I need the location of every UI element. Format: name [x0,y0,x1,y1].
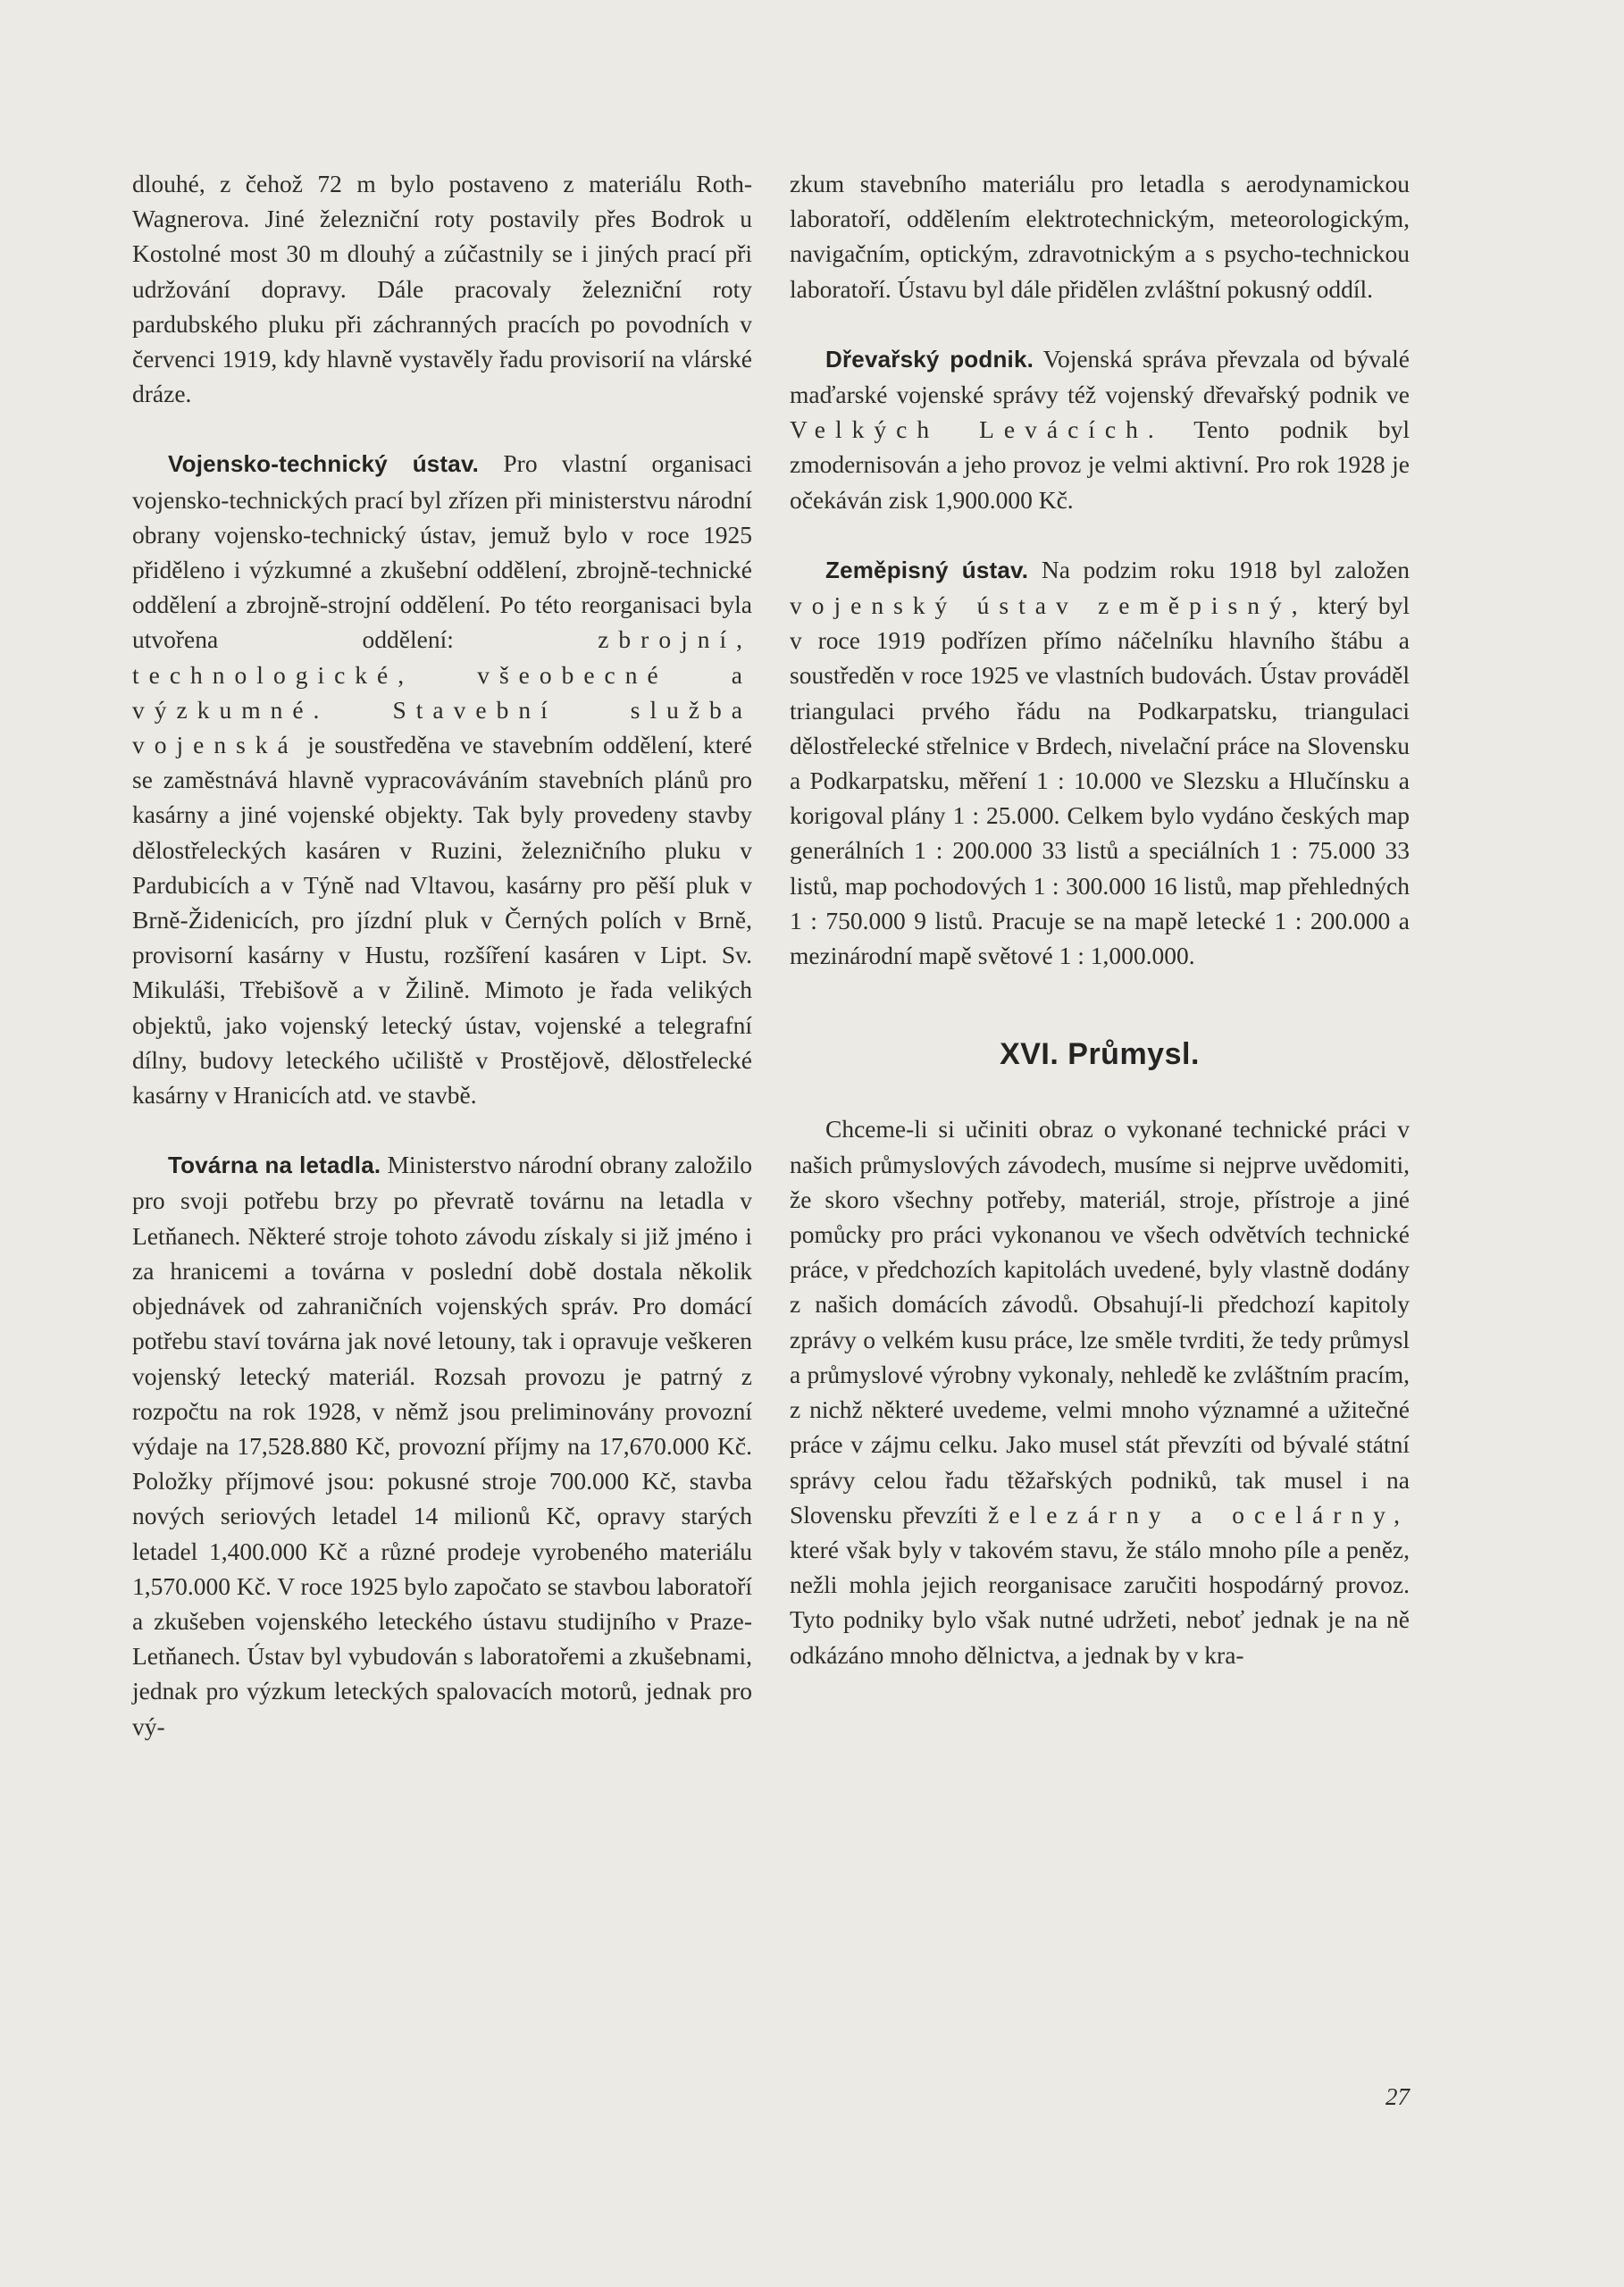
paragraph-aircraft-factory [132,1147,752,1743]
industry-text-2: které však byly v takovém stavu, že stálo mnoho píle a peněz, nežli mohla jejich reorganisace zaručiti hospodárný provoz. Tyto podniky bylo však nutné udržeti, neboť jednak je na ně odkázáno mnoho dělnictva, a jednak by v kra- [790,1535,1410,1669]
paragraph-institute-continuation: zkum stavebního materiálu pro letadla s aerodynamickou laboratoří, oddělením elektrotechnickým, meteorologickým, navigačním, optickým, zdravotnickým a s psycho-technickou laboratoří. Ústavu byl dále přidělen zvláštní pokusný oddíl. [790,170,1410,303]
page-number: 27 [1385,2083,1410,2110]
paragraph-geographic-institute [790,552,1410,973]
right-column [790,166,1410,1672]
heading-wood-enterprise: Dřevařský podnik. [825,345,1034,373]
geo-text-2: který byl v roce 1919 podřízen přímo náčelníku hlavního štábu a soustředěn v roce 1925 ve vlastních budovách. Ústav prováděl triangulaci prvého řádu na Podkarpatsku, triangulaci dělostřelecké střelnice v Brdech, nivelační práce na Slovensku a Podkarpatsku, měření 1 : 10.000 ve Slezsku a Hlučínsku a korigoval plány 1 : 25.000. Celkem bylo vydáno českých map generálních 1 : 200.000 33 listů a speciálních 1 : 75.000 33 listů, map pochodových 1 : 300.000 16 listů, map přehledných 1 : 750.000 9 listů. Pracuje se na mapě letecké 1 : 200.000 a mezinárodní mapě světové 1 : 1,000.000. [790,591,1410,970]
paragraph-industry [790,1111,1410,1671]
industry-text-1: Chceme-li si učiniti obraz o vykonané technické práci v našich průmyslových závodech, musíme si nejprve uvědomiti, že skoro všechny potřeby, materiál, stroje, přístroje a jiné pomůcky pro práci vykonanou ve všech odvětvích technické práce, v předchozích kapitolách uvedené, byly vlastně dodány z našich domácích závodů. Obsahují-li předchozí kapitoly zprávy o velkém kusu práce, lze směle tvrditi, že tedy průmysl a průmyslové výrobny vykonaly, nehledě ke zvláštním pracím, z nichž některé uvedeme, velmi mnoho významné a užitečné práce v zájmu celku. Jako musel stát převzíti od bývalé státní správy celou řadu těžařských podniků, tak musel i na Slovensku převzíti [790,1115,1410,1529]
factory-text: Ministerstvo národní obrany založilo pro svoji potřebu brzy po převratě továrnu na letadla v Letňanech. Některé stroje tohoto závodu získaly si již jméno i za hranicemi a továrna v poslední době dostala několik objednávek od zahraničních vojenských správ. Pro domácí potřebu staví továrna jak nové letouny, tak i opravuje veškeren vojenský letecký materiál. Rozsah provozu je patrný z rozpočtu na rok 1928, v němž jsou preliminovány provozní výdaje na 17,528.880 Kč, provozní příjmy na 17,670.000 Kč. Položky příjmové jsou: pokusné stroje 700.000 Kč, stavba nových seriových letadel 14 milionů Kč, opravy starých letadel 1,400.000 Kč a různé prodeje vyrobeného materiálu 1,570.000 Kč. V roce 1925 bylo započato se stavbou laboratoří a zkušeben vojenského leteckého ústavu studijního v Praze-Letňanech. Ústav byl vybudován s laboratořemi a zkušebnami, jednak pro výzkum leteckých spalovacích motorů, jednak pro vý- [132,1151,752,1740]
paragraph-railway-continuation: dlouhé, z čehož 72 m bylo postaveno z materiálu Roth-Wagnerova. Jiné železniční roty postavily přes Bodrok u Kostolné most 30 m dlouhý a zúčastnily se i jiných prací při udržování dopravy. Dále pracovaly železniční roty pardubského pluku při záchranných pracích po povodních v červenci 1919, kdy hlavně vystavěly řadu provisorií na vlárské dráze. [132,170,752,408]
vtu-spaced-departments: zbrojní, technologické, všeobecné a výzkumné. [132,625,752,724]
heading-military-technical-institute: Vojensko-technický ústav. [168,450,480,478]
vtu-text-2 [329,696,392,724]
wood-text-1: Vojenská správa převzala od bývalé maďarské vojenské správy též vojenský dřevařský podnik ve [790,344,1410,409]
section-title-industry: XVI. Průmysl. [1000,1037,1200,1072]
industry-spaced-ironworks: železárny a ocelárny, [988,1500,1410,1529]
heading-aircraft-factory: Továrna na letadla. [168,1152,381,1179]
wood-spaced-location: Velkých Levácích. [790,415,1164,444]
vtu-text-3: je soustředěna ve stavebním oddělení, které se zaměstnává hlavně vypracováváním stavebních plánů pro kasárny a jiné vojenské objekty. Tak byly provedeny stavby dělostřeleckých kasáren v Ruzini, železničního pluku v Pardubicích a v Týně nad Vltavou, kasárny pro pěší pluk v Brně-Židenicích, pro jízdní pluk v Černých polích v Brně, provisorní kasárny v Hustu, rozšíření kasáren v Lipt. Sv. Mikuláši, Třebišově a v Žilině. Mimoto je řada velikých objektů, jako vojenský letecký ústav, vojenské a telegrafní dílny, budovy leteckého učiliště v Prostějově, dělostřelecké kasárny v Hranicích atd. ve stavbě. [132,731,752,1110]
vtu-text-1: Pro vlastní organisaci vojensko-technických prací byl zřízen při ministerstvu národní obrany vojensko-technický ústav, jemuž bylo v roce 1925 přiděleno i výzkumné a zkušební oddělení, zbrojně-technické oddělení a zbrojně-strojní oddělení. Po této reorganisaci byla utvořena oddělení: [132,449,752,654]
geo-spaced-institute-name: vojenský ústav zeměpisný, [790,591,1308,620]
paragraph-wood-enterprise [790,341,1410,517]
geo-text-1: Na podzim roku 1918 byl založen [1028,555,1410,583]
left-column [132,166,752,1744]
heading-geographic-institute: Zeměpisný ústav. [825,556,1029,583]
vtu-spaced-building-service: Stavební služba vojenská [132,695,752,759]
wood-text-2: Tento podnik byl zmodernisován a jeho provoz je velmi aktivní. Pro rok 1928 je očekáván zisk 1,900.000 Kč. [790,415,1410,514]
paragraph-military-technical-institute [132,446,752,1112]
